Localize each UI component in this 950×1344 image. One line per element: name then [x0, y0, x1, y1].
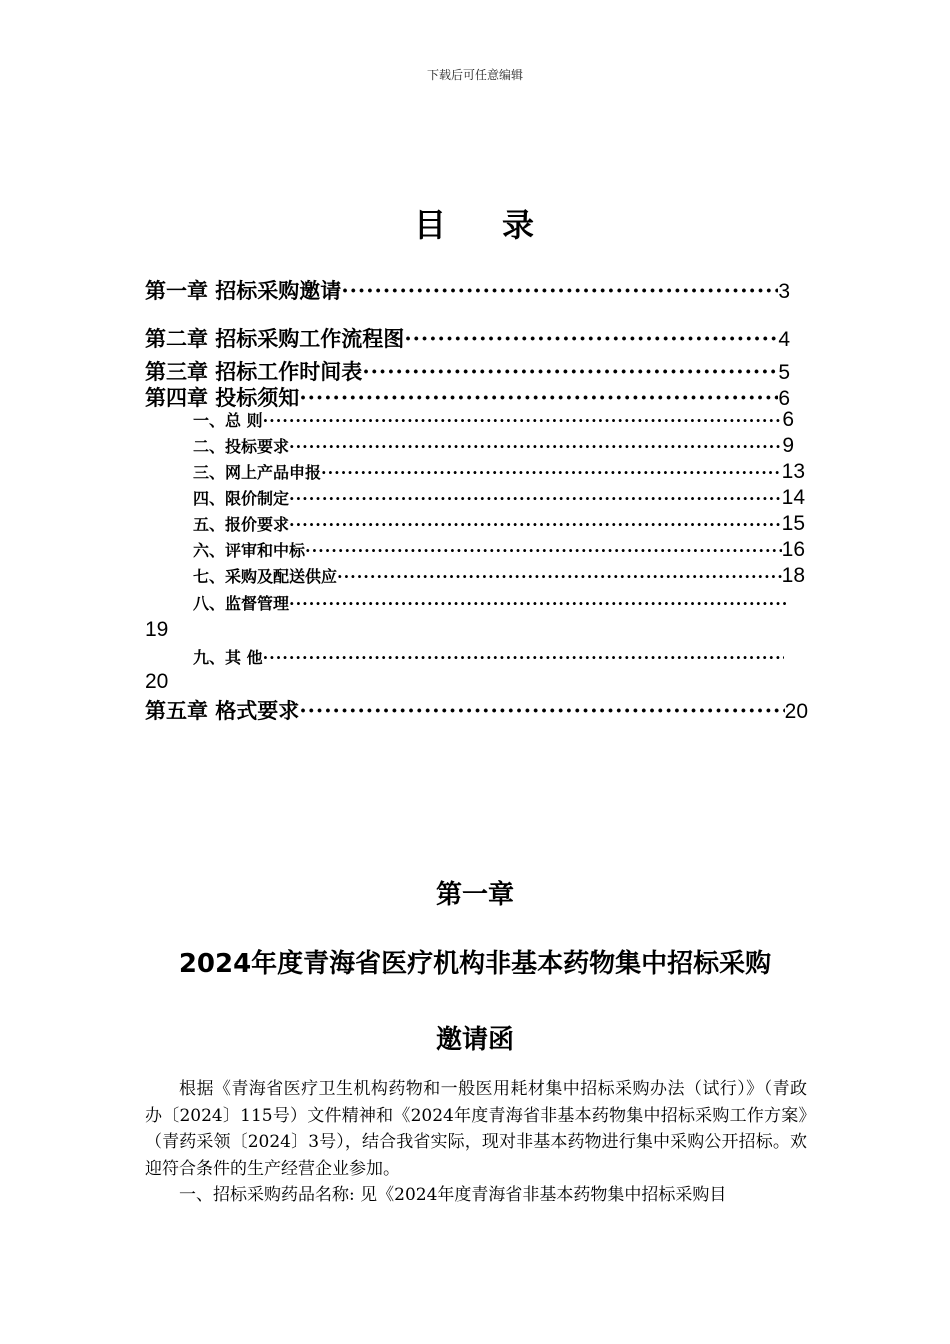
toc-leader-dots	[263, 411, 783, 430]
toc-entry-chapter-5[interactable]	[145, 695, 808, 725]
toc-entry-page: 6	[782, 408, 794, 431]
toc-entry-page: 19	[145, 618, 169, 641]
toc-title-right: 录	[502, 206, 537, 244]
toc-leader-dots	[341, 278, 778, 303]
toc-leader-dots	[337, 567, 782, 586]
toc-entry-page: 15	[781, 512, 805, 535]
toc-entry-page: 20	[784, 700, 808, 723]
toc-entry-section-5[interactable]	[193, 512, 805, 536]
toc-entry-page: 20	[145, 670, 169, 693]
toc-entry-page: 16	[781, 538, 805, 561]
chapter-title: 2024年度青海省医疗机构非基本药物集中招标采购	[178, 949, 772, 979]
toc-leader-dots	[289, 594, 787, 613]
toc-entry-label: 二、投标要求	[193, 437, 290, 456]
toc-entry-label: 五、报价要求	[193, 515, 290, 534]
page-header: 下载后可任意编辑	[426, 68, 523, 82]
toc-entry-chapter-2[interactable]	[145, 323, 790, 353]
body-paragraph: 一、招标采购药品名称: 见《2024年度青海省非基本药物集中招标采购目	[179, 1185, 727, 1205]
toc-entry-page: 9	[782, 434, 794, 457]
toc-leader-dots	[299, 385, 778, 410]
toc-title-left: 目	[413, 206, 448, 244]
toc-entry-section-4[interactable]	[193, 486, 805, 510]
toc-entry-label: 第三章 招标工作时间表	[145, 359, 363, 384]
toc-entry-section-9[interactable]	[193, 645, 784, 668]
toc-leader-dots	[299, 698, 784, 723]
toc-entry-label: 六、评审和中标	[193, 541, 306, 560]
toc-entry-section-7[interactable]	[193, 564, 805, 588]
toc-entry-label: 九、其 他	[193, 648, 263, 667]
toc-leader-dots	[289, 437, 782, 456]
body-text	[145, 1076, 807, 1209]
toc-entry-section-1[interactable]	[193, 408, 794, 432]
toc-entry-page: 5	[778, 361, 790, 384]
toc-entry-label: 七、采购及配送供应	[193, 567, 338, 586]
toc-entry-label: 一、总 则	[193, 411, 263, 430]
toc-entry-section-6[interactable]	[193, 538, 805, 562]
toc-entry-page: 4	[778, 328, 790, 351]
toc-leader-dots	[305, 541, 782, 560]
toc-entry-section-2[interactable]	[193, 434, 794, 458]
chapter-heading: 第一章	[435, 880, 514, 910]
toc-entry-label: 第四章 投标须知	[145, 385, 300, 410]
toc-leader-dots	[362, 359, 778, 384]
chapter-title-line-2: 邀请函	[435, 1025, 514, 1055]
toc-entry-label: 第二章 招标采购工作流程图	[145, 326, 405, 351]
toc-leader-dots	[404, 326, 778, 351]
toc-entry-chapter-1[interactable]	[145, 275, 790, 305]
toc-entry-label: 第一章 招标采购邀请	[145, 278, 342, 303]
toc-entry-page: 18	[781, 564, 805, 587]
body-paragraph: 根据《青海省医疗卫生机构药物和一般医用耗材集中招标采购办法（试行）》（青政办〔2024〕115号）文件精神和《2024年度青海省非基本药物集中招标采购工作方案》（青药采领〔2024〕3号），结合我省实际，现对非基本药物进行集中采购公开招标。欢迎符合条件的生产经营企业参加。	[145, 1079, 807, 1179]
toc-entry-section-3[interactable]	[193, 460, 805, 484]
toc-entry-section-8[interactable]	[193, 591, 787, 614]
toc-entry-label: 三、网上产品申报	[193, 463, 322, 482]
toc-entry-label: 四、限价制定	[193, 489, 290, 508]
toc-entry-label: 八、监督管理	[193, 594, 290, 613]
toc-entry-page: 6	[778, 387, 790, 410]
toc-leader-dots	[289, 489, 782, 508]
toc-leader-dots	[289, 515, 782, 534]
toc-entry-page: 14	[781, 486, 805, 509]
toc-entry-page: 3	[778, 280, 790, 303]
toc-leader-dots	[321, 463, 782, 482]
toc-leader-dots	[263, 648, 784, 667]
toc-entry-label: 第五章 格式要求	[145, 698, 300, 723]
toc-entry-page: 13	[781, 460, 805, 483]
toc-title	[0, 200, 950, 246]
